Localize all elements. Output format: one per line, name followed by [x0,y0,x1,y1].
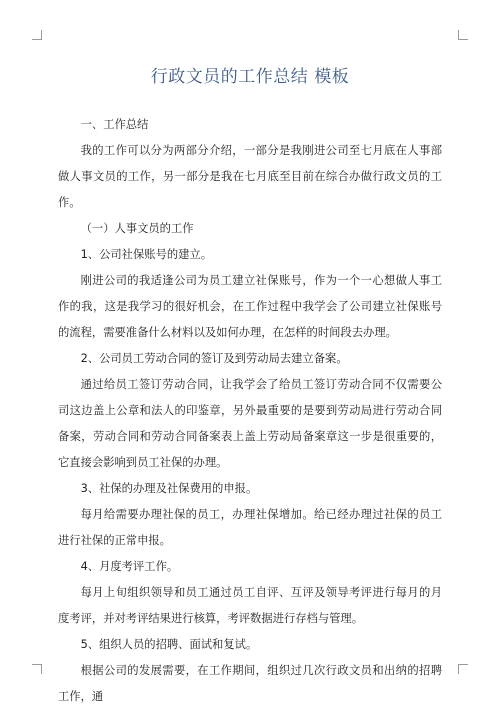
subsection-heading: （一）人事文员的工作 [80,222,194,235]
body-paragraph: 我的工作可以分为两部分介绍，一部分是我刚进公司至七月底在人事部做人事文员的工作，另一部分是我在七月底至目前在综合办做行政文员的工作。 [58,144,442,209]
page-corner-mark-bottom-left [32,664,42,674]
section-heading: 一、工作总结 [80,118,149,131]
item-heading: 5、组织人员的招聘、面试和复试。 [80,638,258,651]
item-heading: 3、社保的办理及社保费用的申报。 [80,482,258,495]
body-paragraph: 每月给需要办理社保的员工，办理社保增加。给已经办理过社保的员工进行社保的正常申报。 [58,508,442,547]
page-corner-mark-bottom-right [458,664,468,674]
body-paragraph: 根据公司的发展需要，在工作期间，组织过几次行政文员和出纳的招聘工作，通 [58,664,442,703]
body-paragraph: 刚进公司的我适逢公司为员工建立社保账号，作为一个一心想做人事工作的我，这是我学习的很好机会，在工作过程中我学会了公司建立社保账号的流程，需要准备什么材料以及如何办理，在怎样的时间段去办理。 [58,274,442,339]
body-paragraph: 通过给员工签订劳动合同，让我学会了给员工签订劳动合同不仅需要公司这边盖上公章和法人的印鉴章，另外最重要的是要到劳动局进行劳动合同备案，劳动合同和劳动合同备案表上盖上劳动局备案章这一步是很重要的，它直接会影响到员工社保的办理。 [58,378,442,469]
page-corner-mark-top-right [458,30,468,40]
document-body [58,112,442,710]
item-heading: 1、公司社保账号的建立。 [80,248,213,261]
page-corner-mark-top-left [32,30,42,40]
item-heading: 2、公司员工劳动合同的签订及到劳动局去建立备案。 [80,352,348,365]
body-paragraph: 每月上旬组织领导和员工通过员工自评、互评及领导考评进行每月的月度考评，并对考评结果进行核算，考评数据进行存档与管理。 [58,586,442,625]
document-title: 行政文员的工作总结 模板 [150,67,350,87]
item-heading: 4、月度考评工作。 [80,560,179,573]
